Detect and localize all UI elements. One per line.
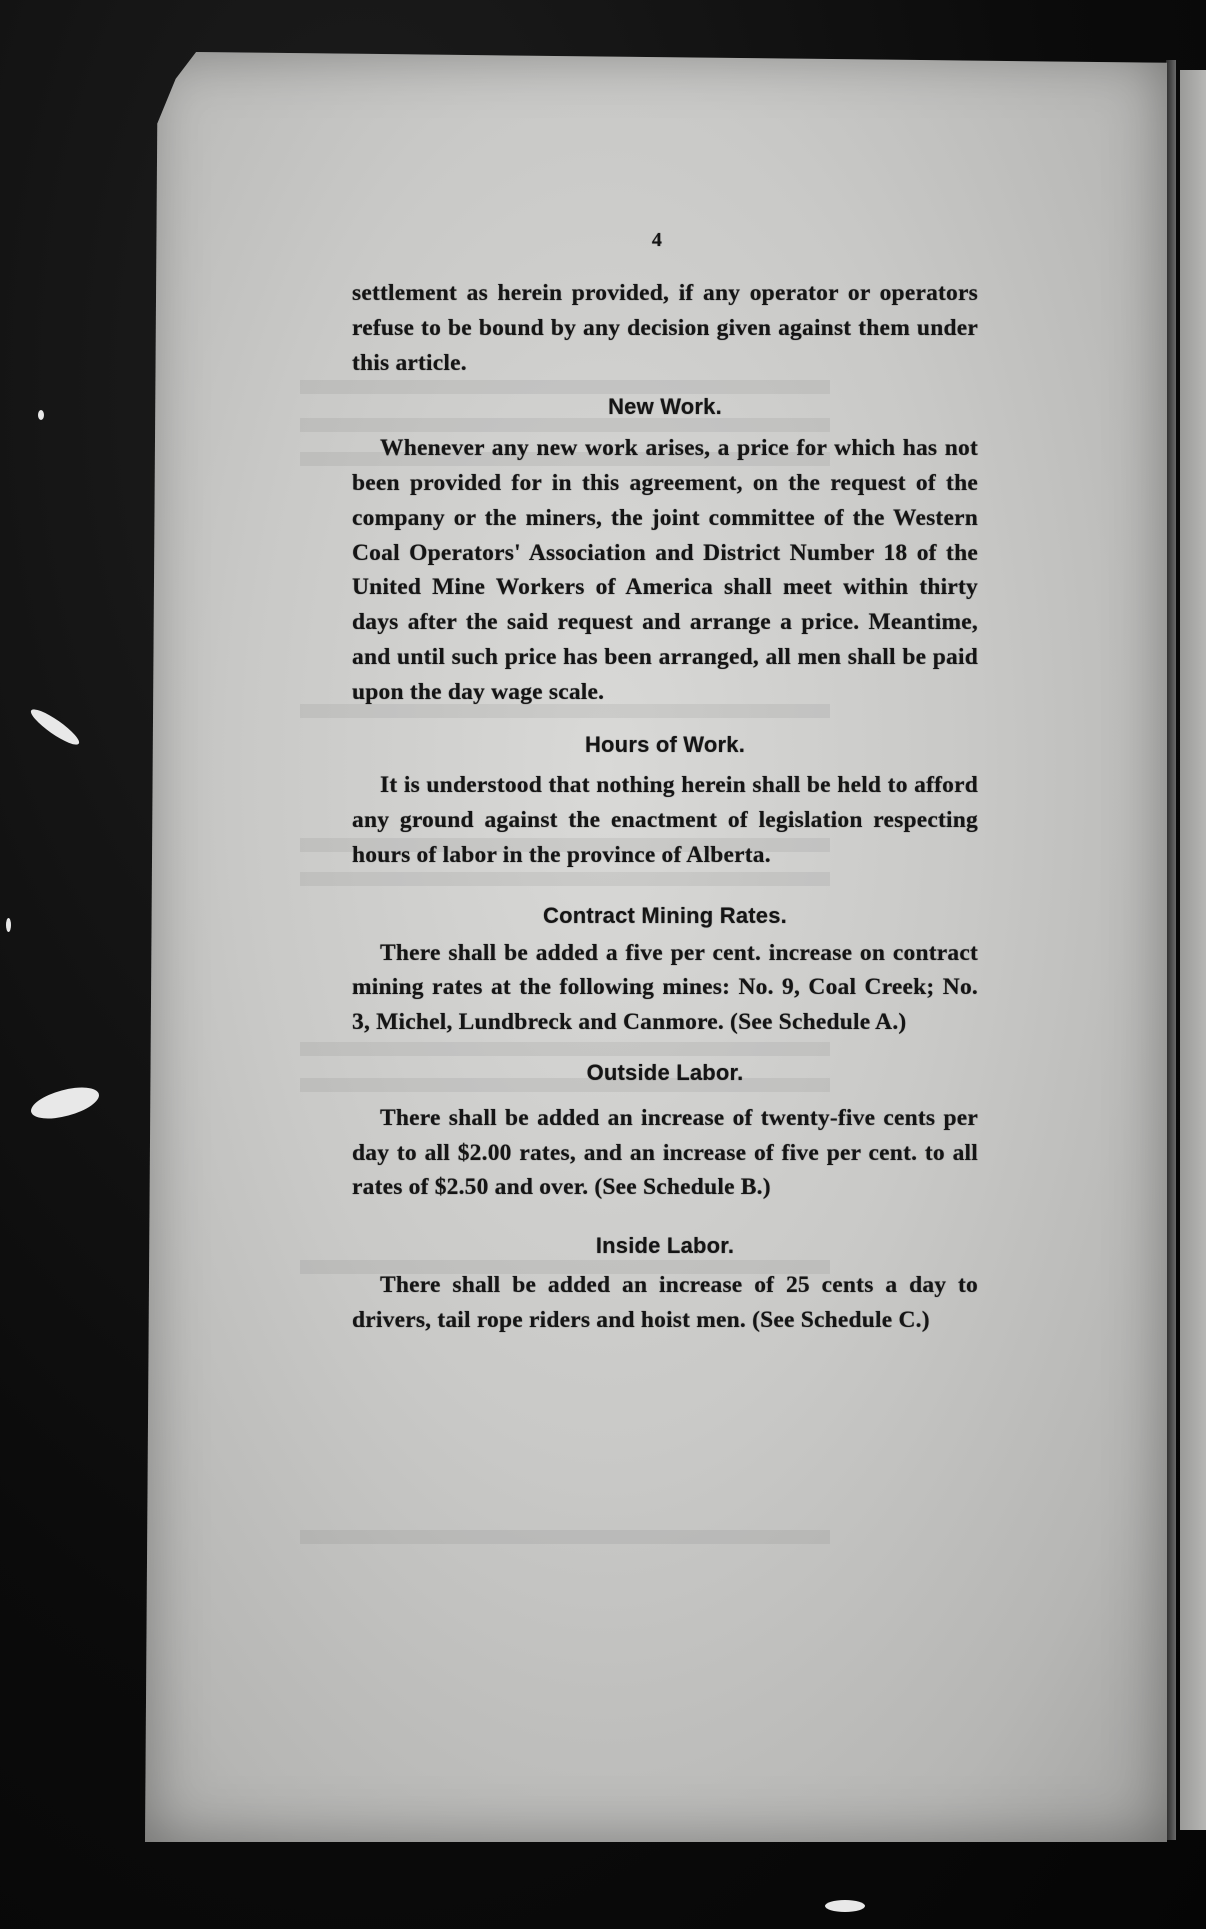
dust-speck [38, 410, 44, 420]
dust-speck [28, 1081, 102, 1124]
heading-hours-of-work: Hours of Work. [584, 731, 746, 757]
paragraph-hours-of-work: It is understood that nothing herein shall be held to afford any ground against the enactment of legislation respecting hours of labor in the province of Alberta. [352, 772, 978, 868]
dust-speck [825, 1900, 865, 1912]
dust-speck [6, 918, 11, 932]
adjacent-page-edge [1180, 70, 1206, 1830]
paragraph-inside-labor: There shall be added an increase of 25 cents a day to drivers, tail rope riders and hoist men. (See Schedule C.) [352, 1271, 978, 1333]
paragraph-outside-labor: There shall be added an increase of twenty-five cents per day to all $2.00 rates, and an increase of five per cent. to all rates of $2.50 and over. (See Schedule B.) [352, 1104, 978, 1201]
bleed-through-line [300, 1530, 830, 1544]
heading-outside-labor: Outside Labor. [586, 1059, 744, 1085]
paragraph-contract-mining-rates: There shall be added a five per cent. increase on contract mining rates at the following mines: No. 9, Coal Creek; No. 3, Michel, Lundbreck and Canmore. (See Schedule A.) [352, 939, 978, 1036]
dust-speck [27, 705, 83, 750]
page-text [352, 229, 978, 1338]
paragraph-new-work: Whenever any new work arises, a price for which has not been provided for in this agreement, on the request of the company or the miners, the joint committee of the Western Coal Operators' Association and District Number 18 of the United Mine Workers of America shall meet within thirty days after the said request and arrange a price. Meantime, and until such price has been arranged, all men shall be paid upon the day wage scale. [352, 435, 978, 705]
heading-new-work: New Work. [608, 394, 722, 420]
heading-contract-mining-rates: Contract Mining Rates. [543, 902, 787, 928]
binding-shadow [1166, 60, 1176, 1840]
heading-inside-labor: Inside Labor. [595, 1233, 735, 1259]
opening-paragraph: settlement as herein provided, if any operator or operators refuse to be bound by any decision given against them under this article. [352, 280, 978, 376]
page-number: 4 [651, 229, 663, 251]
